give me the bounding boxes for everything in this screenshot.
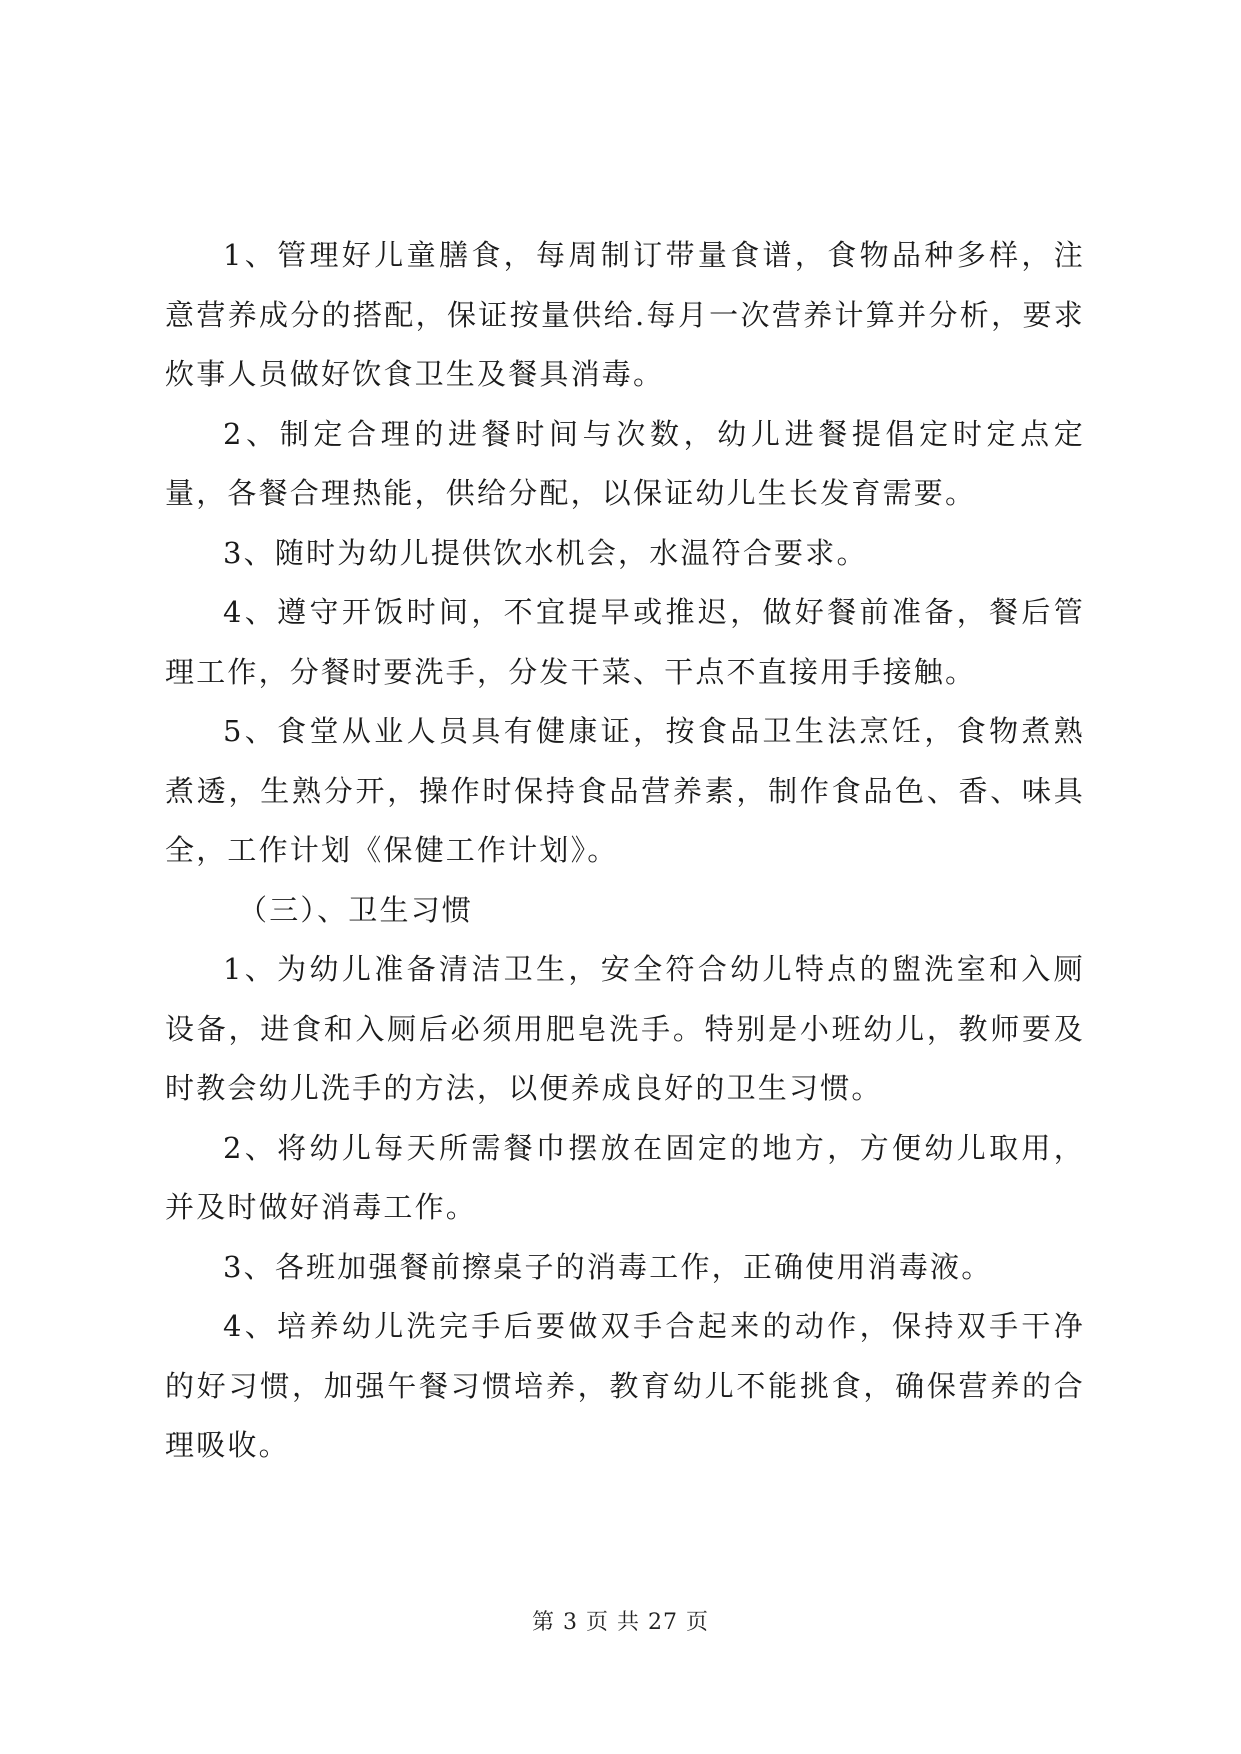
list-item-washroom: 1、为幼儿准备清洁卫生，安全符合幼儿特点的盥洗室和入厕设备，进食和入厕后必须用肥皂洗手。特别是小班幼儿，教师要及时教会幼儿洗手的方法，以便养成良好的卫生习惯。	[165, 952, 1085, 1105]
list-item-table-disinfection: 3、各班加强餐前擦桌子的消毒工作，正确使用消毒液。	[223, 1249, 993, 1284]
list-item-drinking-water: 3、随时为幼儿提供饮水机会，水温符合要求。	[223, 535, 868, 570]
list-item-meal-management: 1、管理好儿童膳食，每周制订带量食谱，食物品种多样，注意营养成分的搭配，保证按量供给.每月一次营养计算并分析，要求炊事人员做好饮食卫生及餐具消毒。	[165, 238, 1085, 391]
list-item-meal-time: 4、遵守开饭时间，不宜提早或推迟，做好餐前准备，餐后管理工作，分餐时要洗手，分发干菜、干点不直接用手接触。	[165, 595, 1085, 689]
list-item-napkins: 2、将幼儿每天所需餐巾摆放在固定的地方，方便幼儿取用，并及时做好消毒工作。	[165, 1130, 1085, 1224]
document-body	[165, 226, 1085, 1476]
list-item-hand-habits: 4、培养幼儿洗完手后要做双手合起来的动作，保持双手干净的好习惯，加强午餐习惯培养，教育幼儿不能挑食，确保营养的合理吸收。	[165, 1309, 1085, 1462]
list-item-meal-schedule: 2、制定合理的进餐时间与次数，幼儿进餐提倡定时定点定量，各餐合理热能，供给分配，以保证幼儿生长发育需要。	[165, 416, 1085, 510]
page-footer: 第 3 页 共 27 页	[532, 1610, 709, 1635]
section-heading-hygiene: （三）、卫生习惯	[238, 892, 474, 927]
list-item-canteen-staff: 5、食堂从业人员具有健康证，按食品卫生法烹饪，食物煮熟煮透，生熟分开，操作时保持食品营养素，制作食品色、香、味具全，工作计划《保健工作计划》。	[165, 714, 1085, 867]
